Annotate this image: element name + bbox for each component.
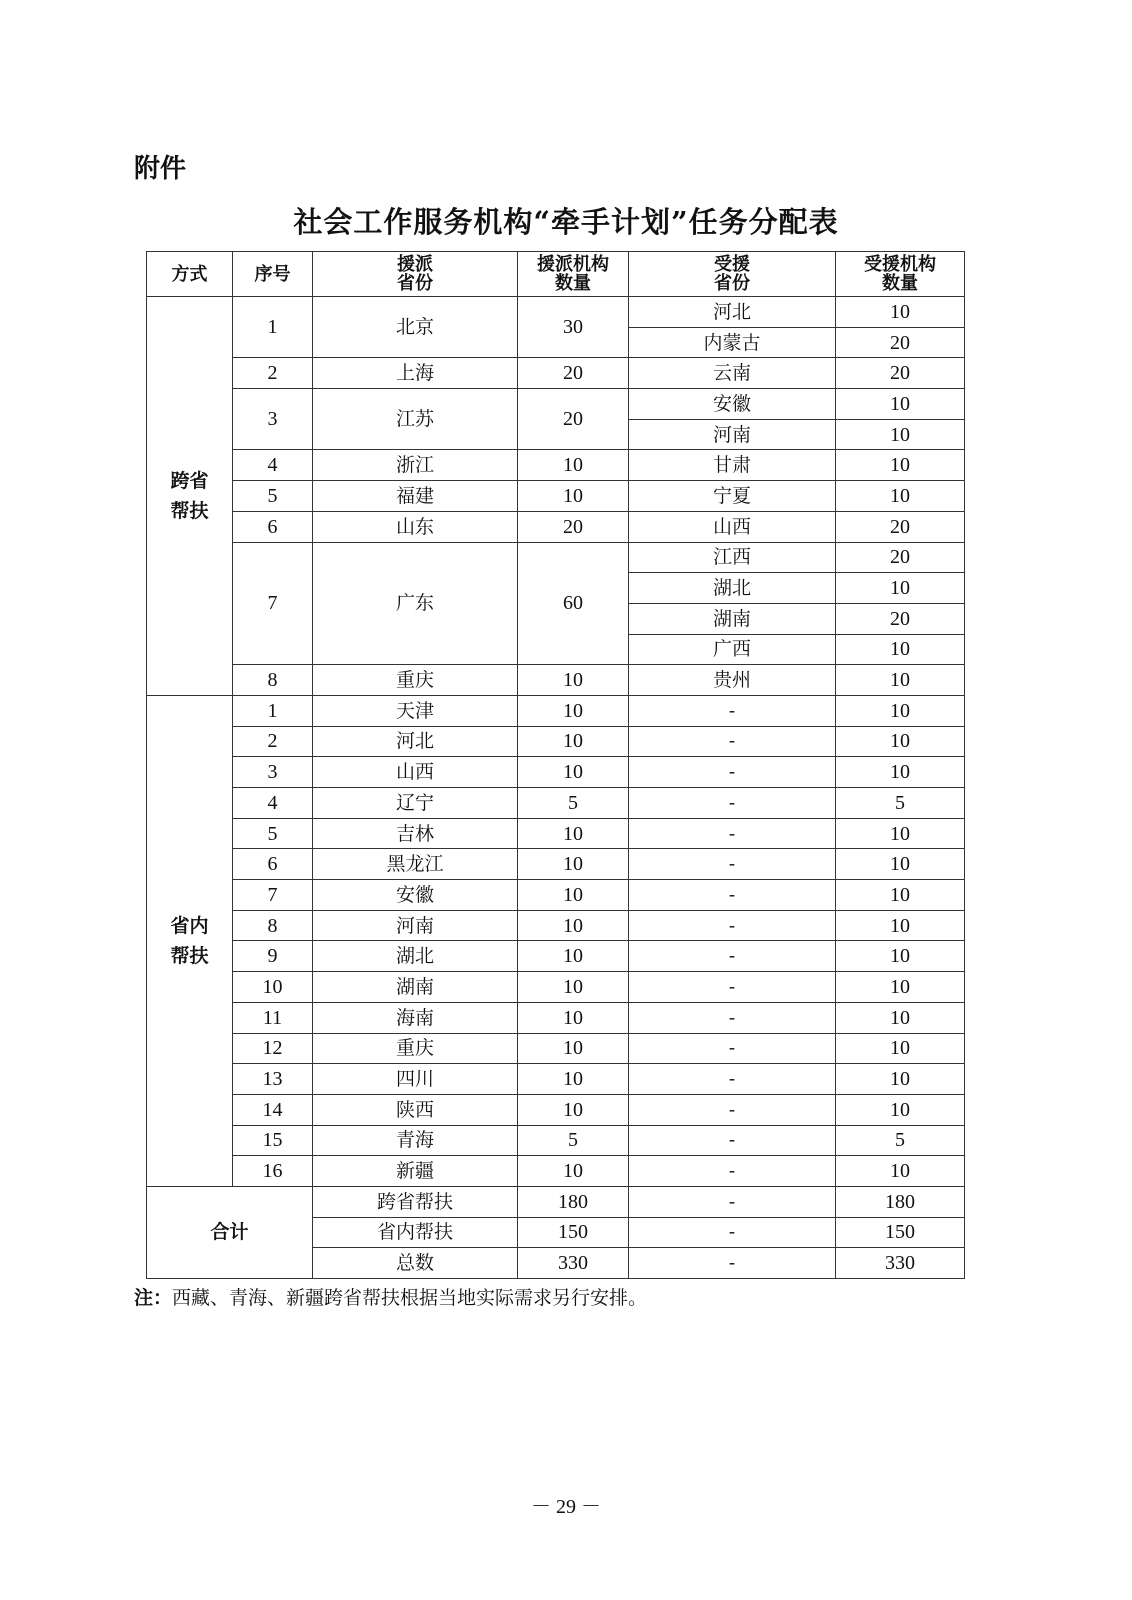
sender-province: 吉林 xyxy=(313,818,518,849)
table-row xyxy=(147,389,965,420)
seq-cell: 8 xyxy=(233,910,313,941)
table-row xyxy=(147,358,965,389)
sender-province: 安徽 xyxy=(313,880,518,911)
recipient-count: 10 xyxy=(836,389,965,420)
recipient-count: 20 xyxy=(836,542,965,573)
total-recipient-province: - xyxy=(629,1248,836,1279)
sender-count: 20 xyxy=(518,389,629,450)
seq-cell: 13 xyxy=(233,1064,313,1095)
table-row xyxy=(147,695,965,726)
sender-count: 10 xyxy=(518,972,629,1003)
recipient-province: - xyxy=(629,1094,836,1125)
seq-cell: 4 xyxy=(233,788,313,819)
attachment-label: 附件 xyxy=(134,154,187,184)
recipient-province: - xyxy=(629,1156,836,1187)
seq-cell: 6 xyxy=(233,849,313,880)
recipient-count: 10 xyxy=(836,941,965,972)
group-label-cross: 跨省 帮扶 xyxy=(147,297,233,696)
seq-cell: 14 xyxy=(233,1094,313,1125)
recipient-count: 20 xyxy=(836,511,965,542)
recipient-province: 云南 xyxy=(629,358,836,389)
table-row xyxy=(147,757,965,788)
total-sender-count: 180 xyxy=(518,1186,629,1217)
total-sender-count: 150 xyxy=(518,1217,629,1248)
table-row xyxy=(147,1033,965,1064)
recipient-count: 10 xyxy=(836,849,965,880)
sender-province: 河北 xyxy=(313,726,518,757)
seq-cell: 16 xyxy=(233,1156,313,1187)
recipient-province: - xyxy=(629,972,836,1003)
recipient-count: 20 xyxy=(836,603,965,634)
table-row xyxy=(147,1094,965,1125)
table-row xyxy=(147,450,965,481)
recipient-count: 10 xyxy=(836,880,965,911)
recipient-province: 江西 xyxy=(629,542,836,573)
seq-cell: 5 xyxy=(233,481,313,512)
sender-count: 20 xyxy=(518,511,629,542)
recipient-count: 10 xyxy=(836,1033,965,1064)
recipient-count: 20 xyxy=(836,327,965,358)
sender-count: 10 xyxy=(518,695,629,726)
recipient-count: 10 xyxy=(836,818,965,849)
sender-province: 辽宁 xyxy=(313,788,518,819)
sender-province: 湖北 xyxy=(313,941,518,972)
sender-province: 四川 xyxy=(313,1064,518,1095)
recipient-province: 宁夏 xyxy=(629,481,836,512)
sender-count: 5 xyxy=(518,788,629,819)
seq-cell: 3 xyxy=(233,389,313,450)
recipient-province: 河南 xyxy=(629,419,836,450)
table-row xyxy=(147,849,965,880)
table-row xyxy=(147,788,965,819)
note-text: 西藏、青海、新疆跨省帮扶根据当地实际需求另行安排。 xyxy=(172,1287,648,1309)
recipient-count: 10 xyxy=(836,1094,965,1125)
recipient-count: 10 xyxy=(836,297,965,328)
recipient-count: 10 xyxy=(836,910,965,941)
recipient-count: 10 xyxy=(836,573,965,604)
sender-count: 10 xyxy=(518,1064,629,1095)
sender-count: 10 xyxy=(518,910,629,941)
seq-cell: 4 xyxy=(233,450,313,481)
sender-province: 海南 xyxy=(313,1002,518,1033)
seq-cell: 9 xyxy=(233,941,313,972)
table-row xyxy=(147,665,965,696)
recipient-province: - xyxy=(629,818,836,849)
table-row xyxy=(147,1002,965,1033)
recipient-count: 10 xyxy=(836,1156,965,1187)
sender-province: 陕西 xyxy=(313,1094,518,1125)
recipient-province: - xyxy=(629,788,836,819)
sender-province: 湖南 xyxy=(313,972,518,1003)
table-row xyxy=(147,297,965,328)
recipient-count: 20 xyxy=(836,358,965,389)
seq-cell: 5 xyxy=(233,818,313,849)
sender-count: 10 xyxy=(518,880,629,911)
sender-count: 10 xyxy=(518,450,629,481)
recipient-province: - xyxy=(629,849,836,880)
recipient-province: 贵州 xyxy=(629,665,836,696)
sender-province: 重庆 xyxy=(313,1033,518,1064)
sender-province: 黑龙江 xyxy=(313,849,518,880)
recipient-province: - xyxy=(629,726,836,757)
sender-province: 北京 xyxy=(313,297,518,358)
seq-cell: 2 xyxy=(233,358,313,389)
sender-count: 60 xyxy=(518,542,629,665)
total-sender-count: 330 xyxy=(518,1248,629,1279)
recipient-province: - xyxy=(629,1002,836,1033)
recipient-count: 10 xyxy=(836,634,965,665)
recipient-count: 10 xyxy=(836,757,965,788)
table-row xyxy=(147,818,965,849)
sender-count: 10 xyxy=(518,1033,629,1064)
seq-cell: 3 xyxy=(233,757,313,788)
total-label: 总数 xyxy=(313,1248,518,1279)
table-row-total xyxy=(147,1186,965,1217)
sender-count: 10 xyxy=(518,665,629,696)
allocation-table xyxy=(146,251,965,1279)
recipient-province: 内蒙古 xyxy=(629,327,836,358)
sender-province: 广东 xyxy=(313,542,518,665)
header-recipient-province: 受援 省份 xyxy=(629,252,836,297)
sender-count: 10 xyxy=(518,481,629,512)
recipient-province: 安徽 xyxy=(629,389,836,420)
total-label: 跨省帮扶 xyxy=(313,1186,518,1217)
total-recipient-count: 180 xyxy=(836,1186,965,1217)
sender-province: 浙江 xyxy=(313,450,518,481)
recipient-count: 10 xyxy=(836,481,965,512)
total-recipient-province: - xyxy=(629,1186,836,1217)
seq-cell: 1 xyxy=(233,297,313,358)
sender-count: 10 xyxy=(518,1094,629,1125)
seq-cell: 6 xyxy=(233,511,313,542)
table-row xyxy=(147,910,965,941)
table-row xyxy=(147,1064,965,1095)
sender-count: 10 xyxy=(518,757,629,788)
table-row xyxy=(147,1125,965,1156)
sender-count: 20 xyxy=(518,358,629,389)
sender-province: 山东 xyxy=(313,511,518,542)
seq-cell: 2 xyxy=(233,726,313,757)
recipient-count: 10 xyxy=(836,1002,965,1033)
total-recipient-count: 330 xyxy=(836,1248,965,1279)
seq-cell: 12 xyxy=(233,1033,313,1064)
table-row xyxy=(147,1156,965,1187)
recipient-province: 河北 xyxy=(629,297,836,328)
table-row xyxy=(147,511,965,542)
header-sender-count: 援派机构 数量 xyxy=(518,252,629,297)
sender-count: 10 xyxy=(518,818,629,849)
seq-cell: 7 xyxy=(233,542,313,665)
header-recipient-count: 受援机构 数量 xyxy=(836,252,965,297)
recipient-province: 广西 xyxy=(629,634,836,665)
recipient-province: 山西 xyxy=(629,511,836,542)
recipient-count: 10 xyxy=(836,695,965,726)
sender-count: 5 xyxy=(518,1125,629,1156)
sender-count: 10 xyxy=(518,1002,629,1033)
seq-cell: 15 xyxy=(233,1125,313,1156)
recipient-count: 5 xyxy=(836,788,965,819)
header-sender-province: 援派 省份 xyxy=(313,252,518,297)
group-label-intra: 省内 帮扶 xyxy=(147,695,233,1186)
recipient-province: - xyxy=(629,1125,836,1156)
sender-count: 10 xyxy=(518,941,629,972)
sender-province: 上海 xyxy=(313,358,518,389)
sender-province: 山西 xyxy=(313,757,518,788)
recipient-province: - xyxy=(629,910,836,941)
footnote xyxy=(134,1283,647,1310)
sender-count: 10 xyxy=(518,1156,629,1187)
recipient-province: - xyxy=(629,1064,836,1095)
sender-province: 重庆 xyxy=(313,665,518,696)
seq-cell: 11 xyxy=(233,1002,313,1033)
sender-count: 10 xyxy=(518,726,629,757)
recipient-count: 10 xyxy=(836,665,965,696)
table-row xyxy=(147,726,965,757)
seq-cell: 10 xyxy=(233,972,313,1003)
sender-province: 天津 xyxy=(313,695,518,726)
page-number: － 29 － xyxy=(531,1496,601,1518)
sender-province: 江苏 xyxy=(313,389,518,450)
table-row xyxy=(147,941,965,972)
total-recipient-province: - xyxy=(629,1217,836,1248)
note-prefix: 注： xyxy=(134,1287,173,1309)
table-row xyxy=(147,972,965,1003)
recipient-count: 10 xyxy=(836,972,965,1003)
recipient-province: - xyxy=(629,880,836,911)
seq-cell: 7 xyxy=(233,880,313,911)
total-label: 省内帮扶 xyxy=(313,1217,518,1248)
sender-province: 福建 xyxy=(313,481,518,512)
document-title: 社会工作服务机构“牵手计划”任务分配表 xyxy=(293,205,839,239)
group-label-total: 合计 xyxy=(147,1186,313,1278)
sender-province: 青海 xyxy=(313,1125,518,1156)
table-row xyxy=(147,481,965,512)
recipient-count: 10 xyxy=(836,419,965,450)
sender-count: 30 xyxy=(518,297,629,358)
recipient-province: 湖南 xyxy=(629,603,836,634)
table-header-row xyxy=(147,252,965,297)
recipient-province: - xyxy=(629,695,836,726)
seq-cell: 8 xyxy=(233,665,313,696)
header-seq: 序号 xyxy=(233,252,313,297)
header-method: 方式 xyxy=(147,252,233,297)
recipient-province: - xyxy=(629,941,836,972)
recipient-count: 5 xyxy=(836,1125,965,1156)
sender-count: 10 xyxy=(518,849,629,880)
recipient-count: 10 xyxy=(836,1064,965,1095)
sender-province: 河南 xyxy=(313,910,518,941)
table-row xyxy=(147,542,965,573)
seq-cell: 1 xyxy=(233,695,313,726)
recipient-province: 湖北 xyxy=(629,573,836,604)
sender-province: 新疆 xyxy=(313,1156,518,1187)
table-row xyxy=(147,880,965,911)
recipient-province: - xyxy=(629,1033,836,1064)
recipient-count: 10 xyxy=(836,726,965,757)
recipient-province: 甘肃 xyxy=(629,450,836,481)
recipient-count: 10 xyxy=(836,450,965,481)
total-recipient-count: 150 xyxy=(836,1217,965,1248)
recipient-province: - xyxy=(629,757,836,788)
